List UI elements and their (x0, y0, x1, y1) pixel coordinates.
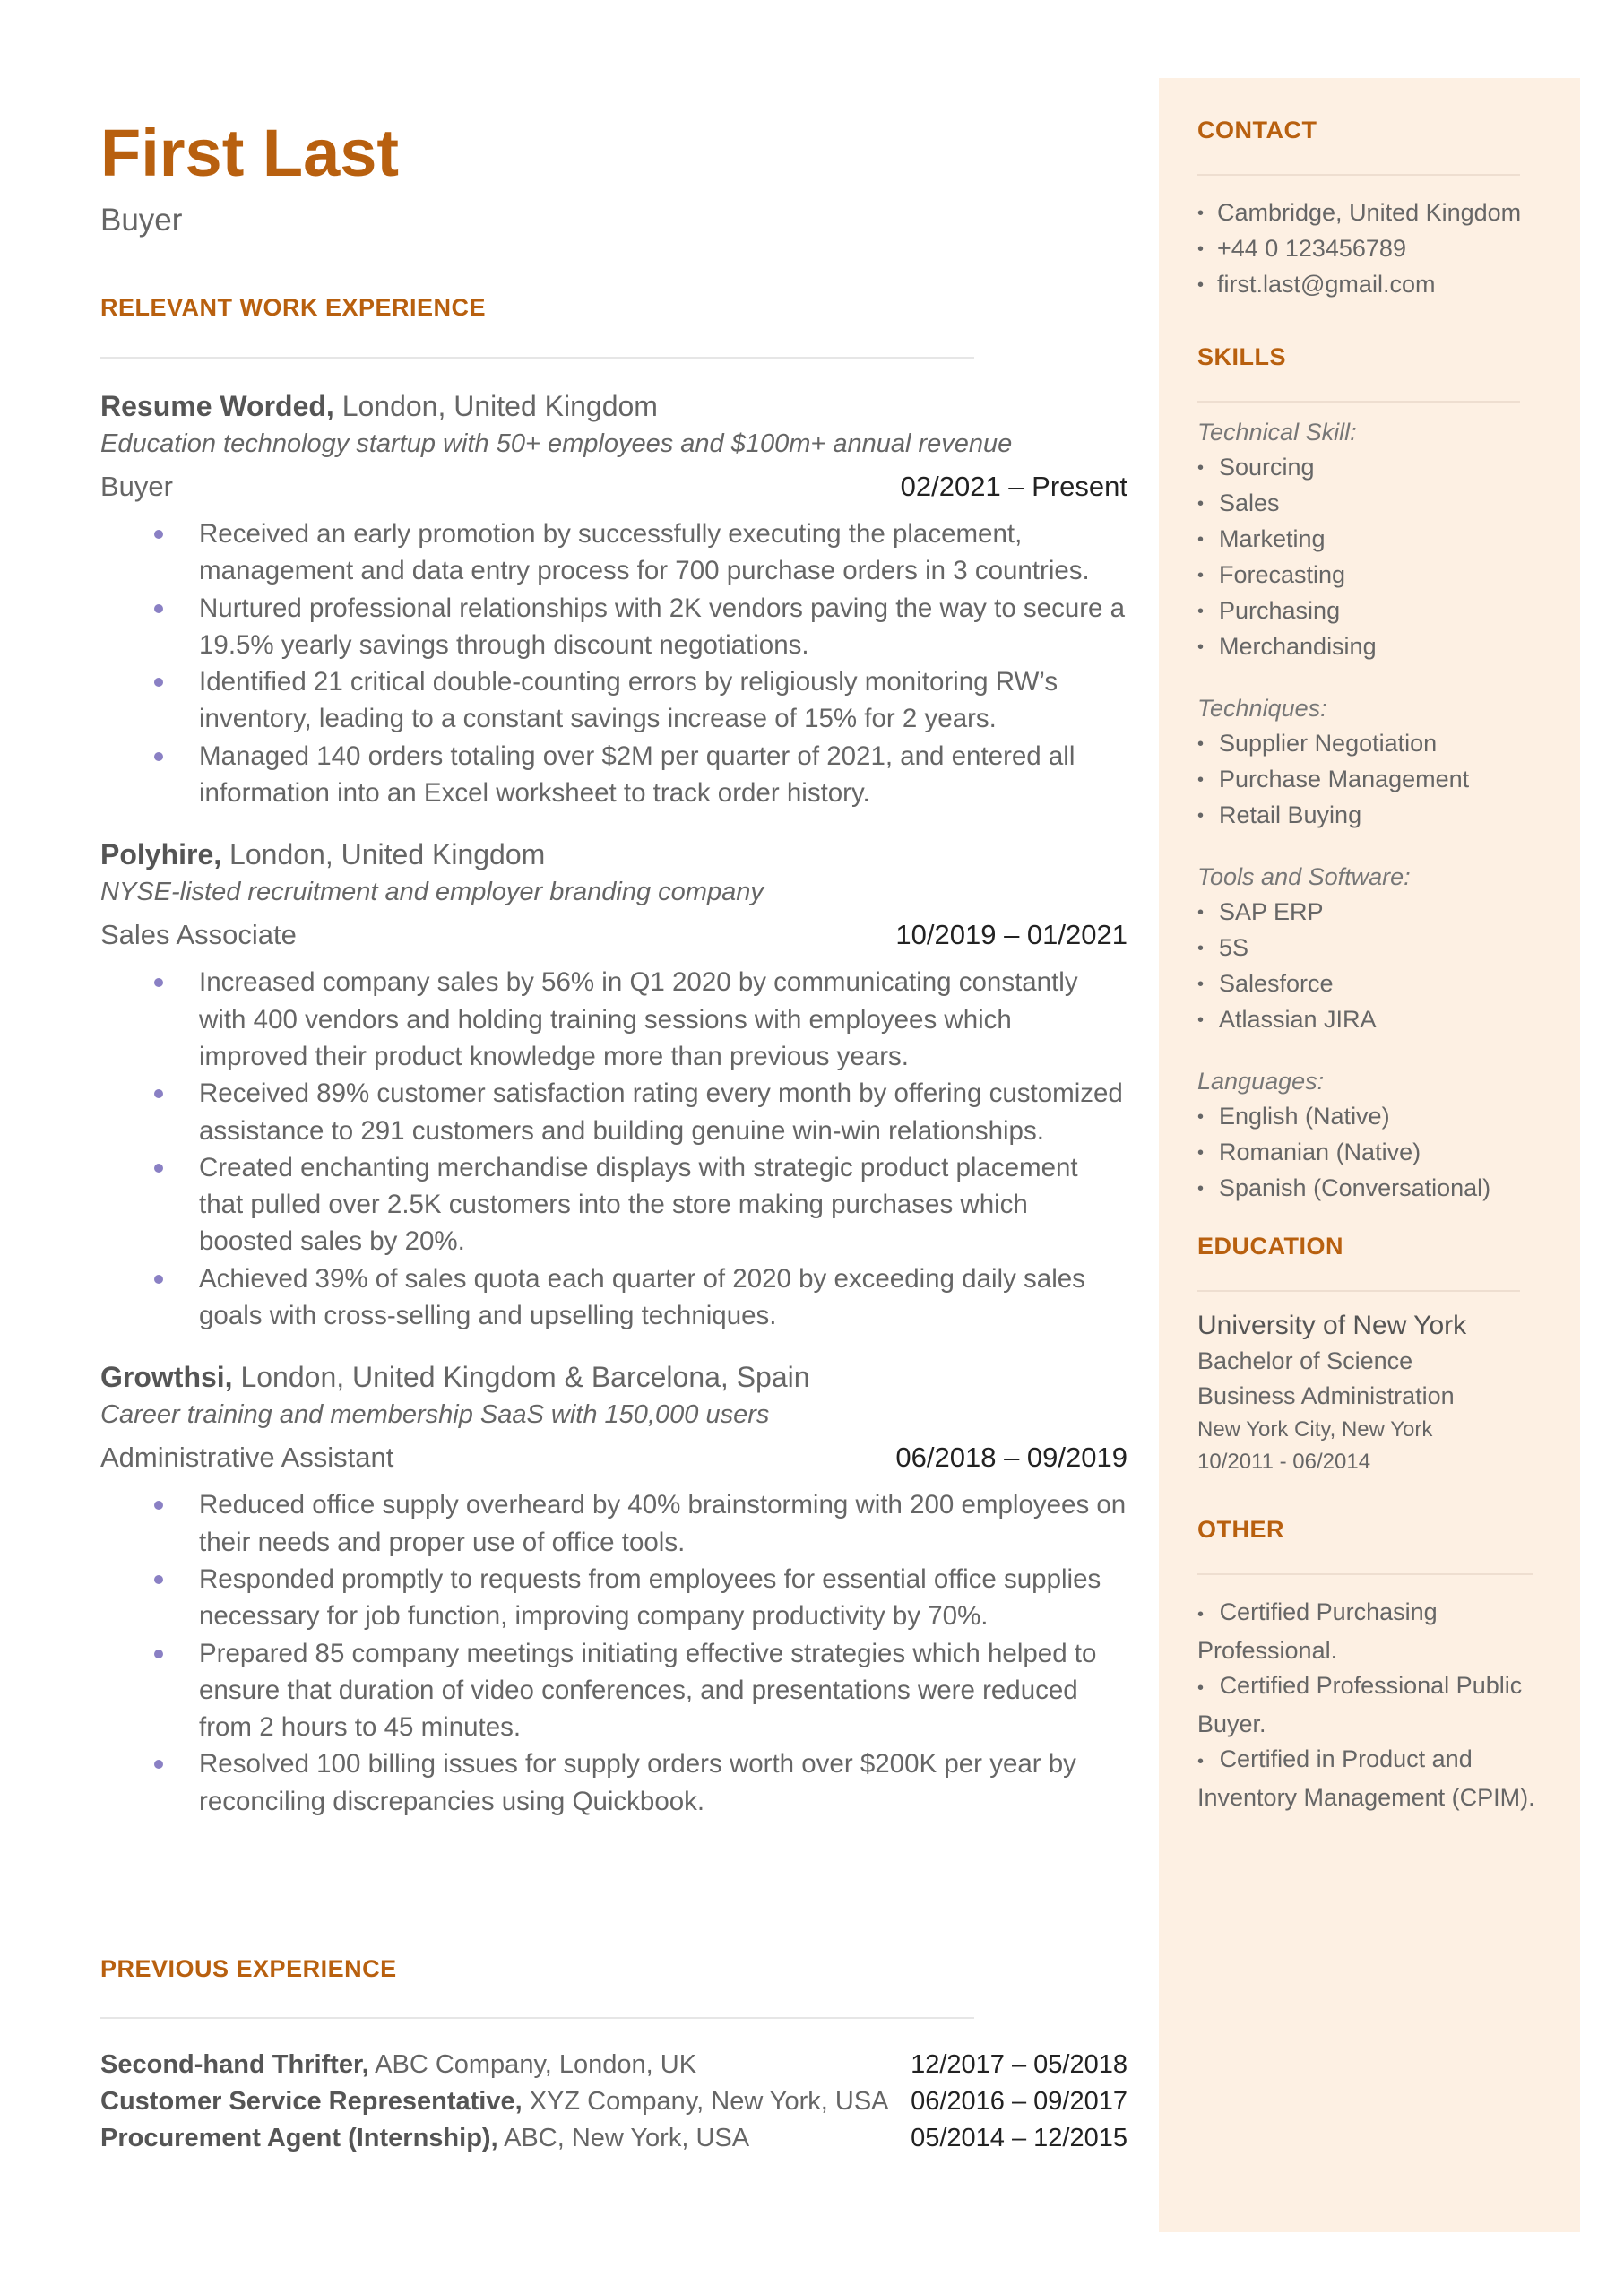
skill-item (1197, 762, 1580, 798)
bullet-item: Prepared 85 company meetings initiating effective strategies which helped to ensure that duration of video conferences, and presentations were reduced from 2 hours to 45 minutes. (100, 1635, 1127, 1746)
school-location: New York City, New York (1197, 1417, 1433, 1442)
skill-item-text: Sales (1219, 489, 1280, 516)
skill-item (1197, 486, 1580, 522)
skill-category: Tools and Software: (1197, 863, 1411, 890)
bullet-icon: • (1197, 1010, 1205, 1030)
company-name: Growthsi, (100, 1361, 233, 1394)
company-line (100, 388, 1127, 424)
bullet-icon: • (1197, 939, 1205, 958)
bullet-icon: • (1197, 974, 1205, 994)
other-item-text: Certified Professional Public Buyer. (1197, 1672, 1523, 1737)
skill-item-text: Atlassian JIRA (1219, 1006, 1377, 1033)
bullet-icon: • (1197, 1678, 1209, 1698)
bullet-icon: • (1197, 903, 1205, 922)
company-name: Resume Worded, (100, 390, 334, 422)
previous-dates: 06/2016 – 09/2017 (911, 2087, 1127, 2116)
divider (1197, 1573, 1533, 1575)
bullet-item: Managed 140 orders totaling over $2M per quarter of 2021, and entered all information into an Excel worksheet to track order history. (100, 738, 1127, 812)
skill-item (1197, 966, 1580, 1002)
bullet-icon: • (1197, 1179, 1205, 1199)
degree: Bachelor of Science (1197, 1347, 1413, 1374)
bullet-item: Identified 21 critical double-counting errors by religiously monitoring RW’s inventory, leading to a constant savings increase of 15% for 2 years. (100, 663, 1127, 738)
previous-row (100, 2083, 1127, 2120)
skill-item (1197, 798, 1580, 834)
bullet-icon: • (1197, 494, 1205, 514)
skill-item (1197, 895, 1580, 931)
sidebar (1159, 78, 1580, 2232)
skill-item (1197, 593, 1580, 629)
previous-company: ABC, New York, USA (497, 2124, 750, 2152)
school-name: University of New York (1197, 1311, 1467, 1340)
candidate-name: First Last (100, 116, 400, 190)
divider (1197, 401, 1520, 403)
bullet-icon: • (1197, 458, 1205, 478)
job-list (100, 388, 1127, 1845)
skill-item-text: Merchandising (1219, 633, 1377, 660)
role-dates: 02/2021 – Present (900, 471, 1127, 502)
company-description: Education technology startup with 50+ employees and $100m+ annual revenue (100, 429, 1013, 458)
skill-item (1197, 629, 1580, 665)
company-location: London, United Kingdom (221, 838, 546, 871)
contact-item-text: first.last@gmail.com (1217, 271, 1436, 298)
bullet-icon: • (1197, 275, 1205, 295)
contact-heading: CONTACT (1197, 117, 1317, 143)
previous-list (100, 2047, 1127, 2157)
role-title: Administrative Assistant (100, 1442, 394, 1474)
contact-item-text: +44 0 123456789 (1217, 235, 1406, 262)
company-name: Polyhire, (100, 838, 222, 871)
previous-company: XYZ Company, New York, USA (522, 2087, 889, 2116)
bullet-item: Achieved 39% of sales quota each quarter of 2020 by exceeding daily sales goals with cross-selling and upselling techniques. (100, 1260, 1127, 1335)
skill-item (1197, 558, 1580, 593)
previous-dates: 05/2014 – 12/2015 (911, 2124, 1127, 2152)
skill-item-text: English (Native) (1219, 1103, 1390, 1130)
bullet-icon: • (1197, 530, 1205, 550)
field-of-study: Business Administration (1197, 1382, 1455, 1409)
skill-category: Technical Skill: (1197, 419, 1357, 446)
skill-item-text: Purchase Management (1219, 766, 1470, 792)
skill-item-text: Retail Buying (1219, 801, 1362, 828)
role-dates: 10/2019 – 01/2021 (895, 919, 1127, 951)
bullet-item: Nurtured professional relationships with 2K vendors paving the way to secure a 19.5% yearly savings through discount negotiations. (100, 590, 1127, 664)
other-item (1197, 1595, 1556, 1668)
divider (1197, 174, 1520, 176)
bullet-icon: • (1197, 806, 1205, 826)
bullet-icon: • (1197, 1605, 1209, 1624)
bullet-list (100, 1486, 1127, 1820)
section-heading-previous: PREVIOUS EXPERIENCE (100, 1955, 397, 1982)
bullet-icon: • (1197, 602, 1205, 621)
bullet-item: Reduced office supply overheard by 40% brainstorming with 200 employees on their needs and proper use of office tools. (100, 1486, 1127, 1561)
bullet-item: Increased company sales by 56% in Q1 2020 by communicating constantly with 400 vendors and holding training sessions with employees which improved their product knowledge more than previous years. (100, 964, 1127, 1075)
previous-left (100, 2047, 696, 2083)
divider (100, 357, 974, 359)
skill-group (1197, 415, 1580, 665)
divider (100, 2017, 974, 2019)
previous-company: ABC Company, London, UK (368, 2050, 697, 2079)
skill-item (1197, 1171, 1580, 1207)
bullet-icon: • (1197, 204, 1205, 223)
skill-item-text: Supplier Negotiation (1219, 730, 1438, 757)
contact-item (1197, 267, 1580, 303)
skill-category: Languages: (1197, 1068, 1325, 1095)
section-heading-relevant: RELEVANT WORK EXPERIENCE (100, 294, 487, 321)
divider (1197, 1290, 1520, 1292)
skill-item-text: Sourcing (1219, 454, 1315, 481)
previous-row (100, 2047, 1127, 2083)
job-entry (100, 1359, 1127, 1820)
education-dates: 10/2011 - 06/2014 (1197, 1450, 1371, 1474)
bullet-icon: • (1197, 566, 1205, 585)
other-item-text: Certified Purchasing Professional. (1197, 1598, 1438, 1664)
bullet-icon: • (1197, 637, 1205, 657)
previous-left (100, 2120, 749, 2157)
job-entry (100, 388, 1127, 811)
candidate-title: Buyer (100, 203, 183, 238)
skill-item-text: Spanish (Conversational) (1219, 1174, 1491, 1201)
skill-item-text: Romanian (Native) (1219, 1139, 1421, 1165)
skill-group (1197, 860, 1580, 1038)
company-description: Career training and membership SaaS with 150,000 users (100, 1400, 770, 1430)
skill-item-text: Salesforce (1219, 970, 1334, 997)
role-title: Sales Associate (100, 919, 297, 951)
bullet-icon: • (1197, 770, 1205, 790)
skill-item (1197, 1099, 1580, 1135)
bullet-icon: • (1197, 239, 1205, 259)
skills-heading: SKILLS (1197, 343, 1287, 370)
skill-item (1197, 726, 1580, 762)
skill-category: Techniques: (1197, 695, 1327, 722)
skill-item (1197, 450, 1580, 486)
role-dates: 06/2018 – 09/2019 (895, 1442, 1127, 1474)
role-line (100, 912, 1127, 958)
skill-item-text: SAP ERP (1219, 898, 1324, 925)
role-line (100, 1434, 1127, 1481)
company-location: London, United Kingdom (333, 390, 658, 422)
contact-item (1197, 231, 1580, 267)
other-item (1197, 1742, 1556, 1815)
bullet-item: Resolved 100 billing issues for supply orders worth over $200K per year by reconciling discrepancies using Quickbook. (100, 1745, 1127, 1820)
skill-item (1197, 1135, 1580, 1171)
skill-item (1197, 1002, 1580, 1038)
other-heading: OTHER (1197, 1516, 1284, 1543)
bullet-item: Received 89% customer satisfaction rating every month by offering customized assistance to 291 customers and building genuine win-win relationships. (100, 1075, 1127, 1149)
bullet-item: Created enchanting merchandise displays with strategic product placement that pulled over 2.5K customers into the store making purchases which boosted sales by 20%. (100, 1149, 1127, 1260)
education-heading: EDUCATION (1197, 1233, 1343, 1260)
previous-left (100, 2083, 889, 2120)
bullet-icon: • (1197, 1107, 1205, 1127)
role-title: Buyer (100, 471, 173, 502)
previous-role: Customer Service Representative, (100, 2087, 523, 2116)
bullet-list (100, 964, 1127, 1334)
skill-item (1197, 931, 1580, 966)
skill-group (1197, 691, 1580, 834)
bullet-list (100, 515, 1127, 811)
company-line (100, 836, 1127, 872)
previous-role: Second-hand Thrifter, (100, 2050, 369, 2079)
skill-item-text: Marketing (1219, 525, 1326, 552)
skill-item-text: Purchasing (1219, 597, 1341, 624)
previous-dates: 12/2017 – 05/2018 (911, 2050, 1127, 2079)
contact-item (1197, 195, 1580, 231)
skill-item (1197, 522, 1580, 558)
bullet-icon: • (1197, 1752, 1209, 1771)
bullet-icon: • (1197, 734, 1205, 754)
other-list (1197, 1595, 1580, 1815)
previous-role: Procurement Agent (Internship), (100, 2124, 498, 2152)
company-description: NYSE-listed recruitment and employer branding company (100, 878, 764, 907)
other-item (1197, 1668, 1556, 1742)
company-location: London, United Kingdom & Barcelona, Spain (232, 1361, 810, 1394)
bullet-item: Responded promptly to requests from employees for essential office supplies necessary for job function, improving company productivity by 70%. (100, 1561, 1127, 1635)
skill-group (1197, 1064, 1580, 1207)
role-line (100, 463, 1127, 510)
skill-item-text: 5S (1219, 934, 1249, 961)
other-item-text: Certified in Product and Inventory Management (CPIM). (1197, 1745, 1535, 1811)
previous-row (100, 2120, 1127, 2157)
job-entry (100, 836, 1127, 1334)
bullet-icon: • (1197, 1143, 1205, 1163)
contact-item-text: Cambridge, United Kingdom (1217, 199, 1522, 226)
contact-list (1197, 195, 1580, 303)
skill-item-text: Forecasting (1219, 561, 1346, 588)
company-line (100, 1359, 1127, 1395)
bullet-item: Received an early promotion by successfully executing the placement, management and data entry process for 700 purchase orders in 3 countries. (100, 515, 1127, 590)
skills-list (1197, 415, 1580, 1207)
